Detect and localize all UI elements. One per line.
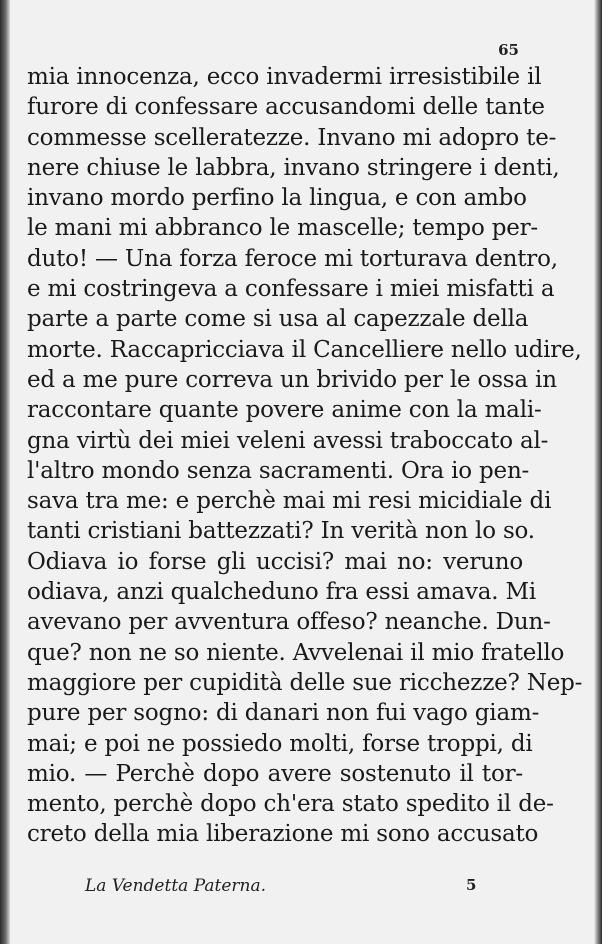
text-line: pure per sogno: di danari non fui vago giam- <box>27 700 540 727</box>
text-line: sava tra me: e perchè mai mi resi micidiale di <box>27 488 552 515</box>
text-line: duto! — Una forza feroce mi torturava dentro, <box>27 245 558 272</box>
text-line: furore di confessare accusandomi delle tante <box>27 94 545 121</box>
text-line: morte. Raccapricciava il Cancelliere nello udire, <box>27 336 582 363</box>
signature-mark: 5 <box>466 876 477 894</box>
text-line: mento, perchè dopo ch'era stato spedito il de- <box>27 791 554 818</box>
text-line: mai; e poi ne possiedo molti, forse troppi, di <box>27 730 533 757</box>
body-text <box>27 62 583 850</box>
text-line: ed a me pure correva un brivido per le ossa in <box>27 366 557 393</box>
running-title: La Vendetta Paterna. <box>85 876 267 896</box>
text-line: nere chiuse le labbra, invano stringere i denti, <box>27 154 560 181</box>
text-line: tanti cristiani battezzati? In verità non lo so. <box>27 518 535 545</box>
text-line: que? non ne so niente. Avvelenai il mio fratello <box>27 639 565 666</box>
page-left-edge-shadow <box>0 0 10 944</box>
text-line: parte a parte come si usa al capezzale della <box>27 306 529 333</box>
text-line: Odiava io forse gli uccisi? mai no: veruno <box>27 548 523 575</box>
page-footer <box>0 876 602 906</box>
text-line: gna virtù dei miei veleni avessi traboccato al- <box>27 427 549 454</box>
text-line: le mani mi abbranco le mascelle; tempo per- <box>27 215 539 242</box>
page-number: 65 <box>498 41 519 59</box>
text-line: raccontare quante povere anime con la mali- <box>27 397 542 424</box>
text-line: invano mordo perfino la lingua, e con ambo <box>27 185 527 212</box>
text-line: avevano per avventura offeso? neanche. Dun- <box>27 609 551 636</box>
text-line: l'altro mondo senza sacramenti. Ora io pen- <box>27 457 530 484</box>
page-right-edge-shadow <box>594 0 602 944</box>
text-line: e mi costringeva a confessare i miei misfatti a <box>27 276 555 303</box>
text-line: commesse scelleratezze. Invano mi adopro te- <box>27 124 557 151</box>
text-line: odiava, anzi qualcheduno fra essi amava. Mi <box>27 579 536 606</box>
text-line: creto della mia liberazione mi sono accusato <box>27 821 539 848</box>
text-line: mio. — Perchè dopo avere sostenuto il tor- <box>27 760 523 787</box>
text-line: mia innocenza, ecco invadermi irresistibile il <box>27 64 542 90</box>
text-line: maggiore per cupidità delle sue ricchezze? Nep- <box>27 669 583 696</box>
